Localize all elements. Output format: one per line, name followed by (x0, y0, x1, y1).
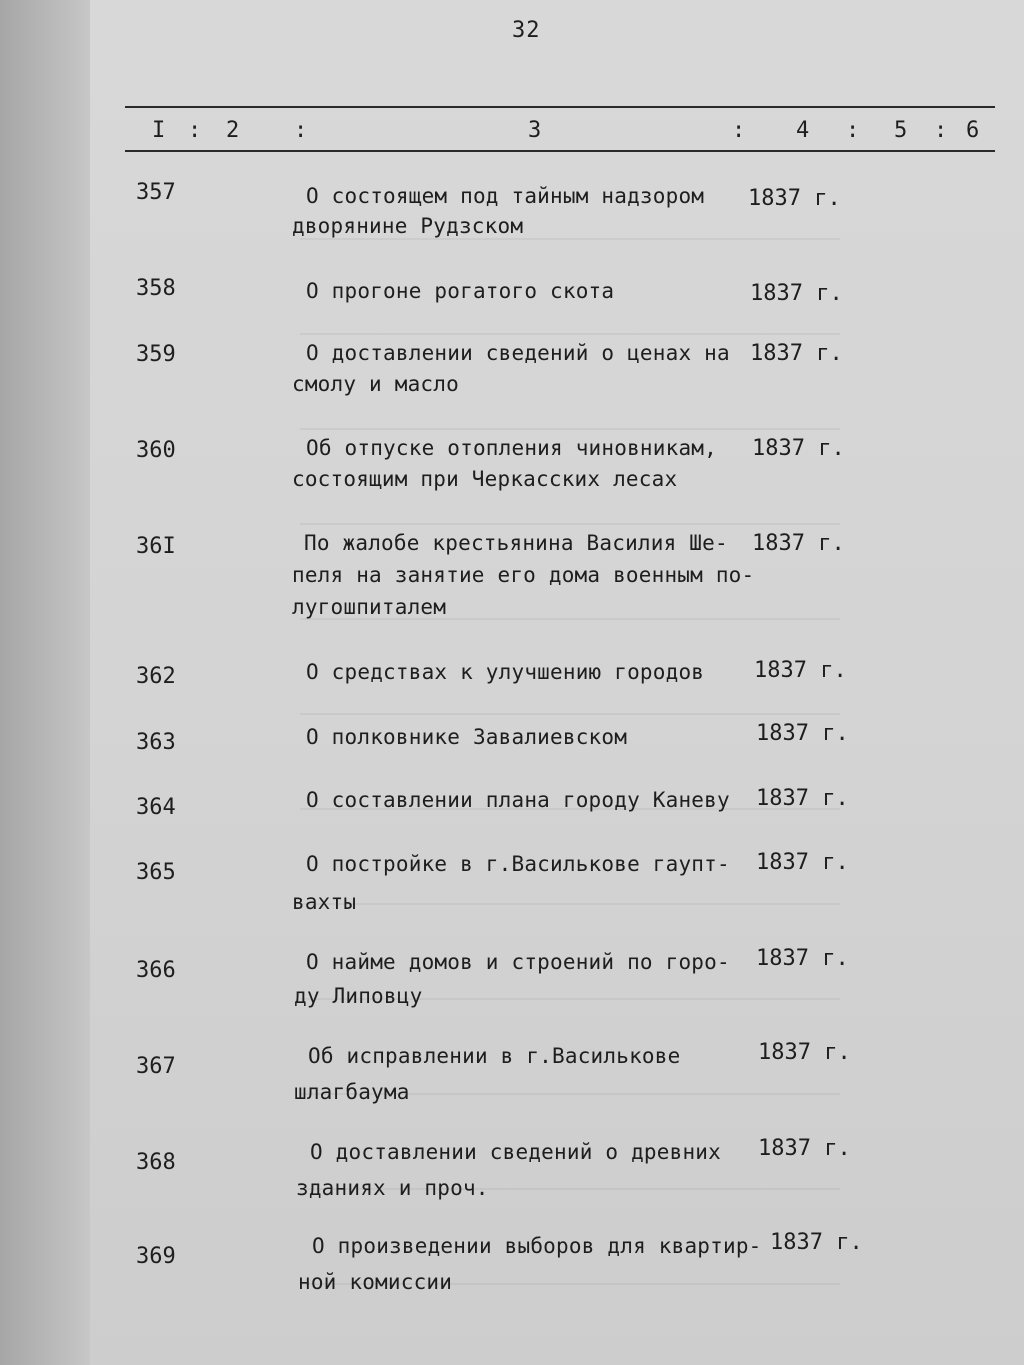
entry-title-line: О составлении плана городу Каневу (306, 788, 730, 812)
entry-title-line: О постройке в г.Василькове гаупт- (306, 852, 730, 876)
entry-number: 358 (136, 276, 176, 301)
entry-title-line: О прогоне рогатого скота (306, 279, 615, 303)
entry-number: 368 (136, 1150, 176, 1175)
entry-title-line: О полковнике Завалиевском (306, 725, 628, 749)
entry-number: 360 (136, 438, 176, 463)
entry-title-line: Об исправлении в г.Василькове (308, 1044, 681, 1068)
header-separator: : (732, 118, 746, 143)
header-col-1: I (152, 118, 166, 143)
entry-number: 359 (136, 342, 176, 367)
entry-year: 1837 г. (756, 786, 849, 811)
entry-year: 1837 г. (754, 658, 847, 683)
entry-number: 36I (136, 534, 176, 559)
entry-number: 364 (136, 795, 176, 820)
entry-number: 366 (136, 958, 176, 983)
entry-title-line: ду Липовцу (294, 984, 423, 1008)
entry-title-line: дворянине Рудзском (292, 214, 524, 238)
header-col-4: 4 (796, 118, 810, 143)
entry-title-line: По жалобе крестьянина Василия Ше- (304, 531, 728, 555)
entry-title-line: зданиях и проч. (296, 1176, 489, 1200)
entry-year: 1837 г. (756, 850, 849, 875)
entry-year: 1837 г. (748, 186, 841, 211)
entry-year: 1837 г. (752, 531, 845, 556)
entry-title-line: О найме домов и строений по горо- (306, 950, 730, 974)
page-number: 32 (512, 18, 541, 43)
entry-number: 362 (136, 664, 176, 689)
entry-title-line: пеля на занятие его дома военным по- (292, 563, 755, 587)
entry-title-line: вахты (292, 890, 357, 914)
entry-title-line: О состоящем под тайным надзором (306, 184, 705, 208)
header-separator: : (934, 118, 948, 143)
header-col-5: 5 (894, 118, 908, 143)
header-separator: : (846, 118, 860, 143)
entry-title-line: ной комиссии (298, 1270, 453, 1294)
header-col-2: 2 (226, 118, 240, 143)
entry-year: 1837 г. (750, 341, 843, 366)
entry-title-line: смолу и масло (292, 372, 459, 396)
entry-number: 369 (136, 1244, 176, 1269)
entry-year: 1837 г. (758, 1136, 851, 1161)
entry-title-line: О доставлении сведений о ценах на (306, 341, 730, 365)
entry-title-line: О доставлении сведений о древних (310, 1140, 721, 1164)
entry-number: 363 (136, 730, 176, 755)
entry-year: 1837 г. (758, 1040, 851, 1065)
entry-title-line: состоящим при Черкасских лесах (292, 467, 678, 491)
header-col-3: 3 (528, 118, 542, 143)
entry-title-line: лугошпиталем (292, 595, 447, 619)
header-bottom-rule (125, 150, 995, 152)
header-top-rule (125, 106, 995, 108)
entry-number: 357 (136, 180, 176, 205)
entry-year: 1837 г. (770, 1230, 863, 1255)
entry-title-line: О произведении выборов для квартир- (312, 1234, 762, 1258)
entry-number: 365 (136, 860, 176, 885)
entry-title-line: шлагбаума (294, 1080, 410, 1104)
entry-year: 1837 г. (756, 721, 849, 746)
entry-year: 1837 г. (750, 281, 843, 306)
header-col-6: 6 (966, 118, 980, 143)
header-separator: : (294, 118, 308, 143)
header-separator: : (188, 118, 202, 143)
entry-title-line: Об отпуске отопления чиновникам, (306, 436, 717, 460)
entry-title-line: О средствах к улучшению городов (306, 660, 705, 684)
entry-number: 367 (136, 1054, 176, 1079)
entry-year: 1837 г. (752, 436, 845, 461)
entry-year: 1837 г. (756, 946, 849, 971)
